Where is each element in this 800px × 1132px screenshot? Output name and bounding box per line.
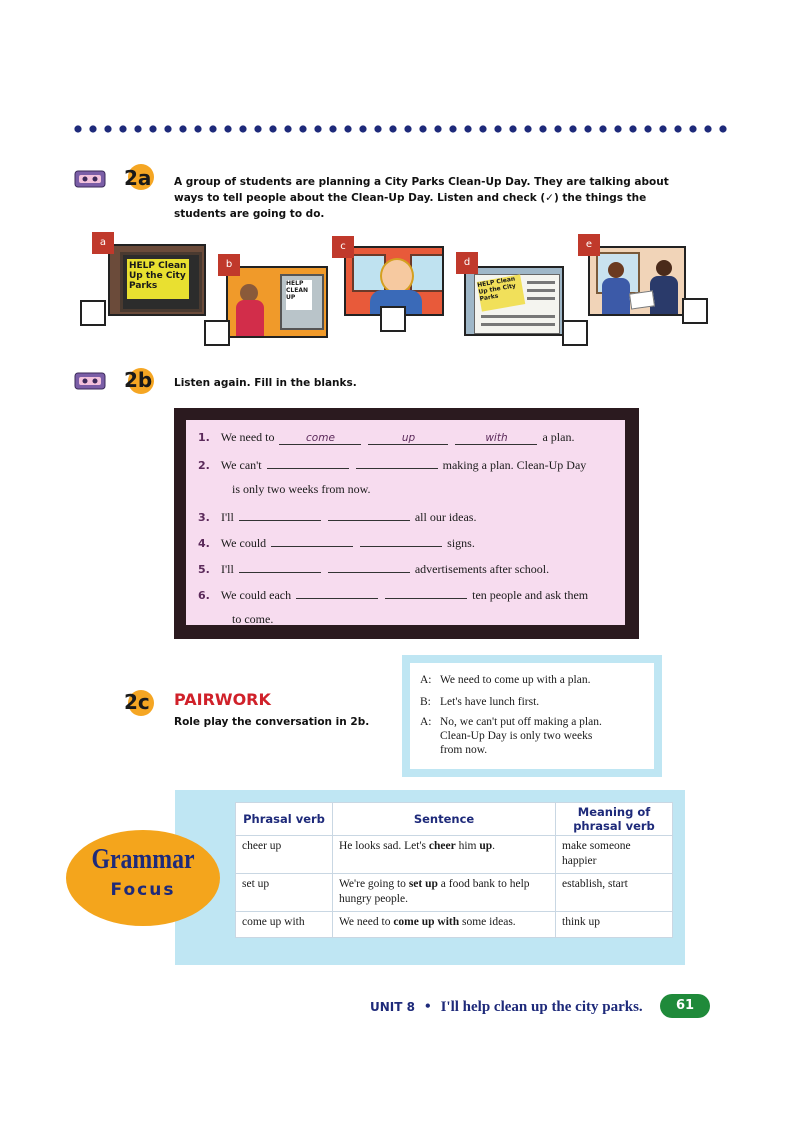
grammar-table xyxy=(235,802,673,938)
blank-item-3: 3. I'll all our ideas. xyxy=(198,510,477,524)
dot xyxy=(569,125,576,132)
dot xyxy=(254,125,261,132)
blank-field[interactable] xyxy=(356,456,438,469)
blank-item-2: 2. We can't making a plan. Clean-Up Day xyxy=(198,458,587,472)
dot xyxy=(164,125,171,132)
dot xyxy=(539,125,546,132)
exercise-number-2c: 2c xyxy=(124,690,150,714)
dot xyxy=(329,125,336,132)
footer-bullet: • xyxy=(424,998,431,1015)
check-box-a[interactable] xyxy=(80,300,106,326)
dot xyxy=(224,125,231,132)
dot xyxy=(554,125,561,132)
blank-item-5: 5. I'll advertisements after school. xyxy=(198,562,550,576)
blank-field[interactable]: up xyxy=(368,432,448,445)
conversation-line: from now. xyxy=(440,744,488,756)
blank-field[interactable] xyxy=(239,560,321,573)
dot xyxy=(359,125,366,132)
dot xyxy=(239,125,246,132)
dot xyxy=(509,125,516,132)
dot xyxy=(494,125,501,132)
conversation-line: B: Let's have lunch first. xyxy=(420,696,540,708)
column-header: Sentence xyxy=(333,803,556,836)
table-row xyxy=(236,836,673,874)
newspaper-headline: HELP Clean Up the City Parks xyxy=(477,274,526,311)
dot xyxy=(659,125,666,132)
check-box-c[interactable] xyxy=(380,306,406,332)
blank-field[interactable]: come xyxy=(279,432,361,445)
dot xyxy=(599,125,606,132)
blank-field[interactable] xyxy=(239,508,321,521)
blank-field[interactable] xyxy=(328,560,410,573)
conversation-line: Clean-Up Day is only two weeks xyxy=(440,730,593,742)
dot xyxy=(149,125,156,132)
dot xyxy=(479,125,486,132)
cassette-icon xyxy=(74,170,106,188)
dot xyxy=(719,125,726,132)
blank-item-4: 4. We could signs. xyxy=(198,536,475,550)
sentence-cell: We need to come up with some ideas. xyxy=(333,912,556,938)
picture-letter-e: e xyxy=(578,234,600,256)
picture-d xyxy=(464,266,564,336)
dot xyxy=(524,125,531,132)
dot xyxy=(689,125,696,132)
picture-a xyxy=(108,244,206,316)
blank-field[interactable] xyxy=(271,534,353,547)
blank-field[interactable] xyxy=(360,534,442,547)
blank-item-2-cont: is only two weeks from now. xyxy=(232,482,371,496)
dot xyxy=(449,125,456,132)
dot xyxy=(644,125,651,132)
exercise-number-2b: 2b xyxy=(124,368,153,392)
meaning-cell: think up xyxy=(556,912,673,938)
conversation-box xyxy=(402,655,662,777)
picture-b xyxy=(226,266,328,338)
dot xyxy=(194,125,201,132)
dot xyxy=(704,125,711,132)
dot xyxy=(119,125,126,132)
footer xyxy=(370,998,643,1016)
dot xyxy=(344,125,351,132)
dot xyxy=(584,125,591,132)
tv-sign-text: HELP Clean Up the City Parks xyxy=(127,259,189,299)
picture-letter-c: c xyxy=(332,236,354,258)
dot xyxy=(89,125,96,132)
unit-label: UNIT 8 xyxy=(370,1000,415,1014)
pairwork-title: PAIRWORK xyxy=(174,690,271,709)
conversation-line: A: No, we can't put off making a plan. xyxy=(420,716,602,728)
check-box-e[interactable] xyxy=(682,298,708,324)
blank-field[interactable] xyxy=(328,508,410,521)
dot xyxy=(74,125,81,132)
poster-text: HELP CLEAN UP xyxy=(286,280,312,310)
dot xyxy=(209,125,216,132)
picture-e xyxy=(588,246,686,316)
grammar-focus-subtitle: Focus xyxy=(110,880,176,900)
check-box-b[interactable] xyxy=(204,320,230,346)
dot xyxy=(419,125,426,132)
conversation-line: A: We need to come up with a plan. xyxy=(420,674,591,686)
blank-field[interactable] xyxy=(267,456,349,469)
dot xyxy=(674,125,681,132)
dot xyxy=(299,125,306,132)
dot xyxy=(269,125,276,132)
phrasal-verb-cell: cheer up xyxy=(236,836,333,874)
blank-field[interactable] xyxy=(296,586,378,599)
unit-title: I'll help clean up the city parks. xyxy=(440,999,643,1015)
dot xyxy=(629,125,636,132)
dot xyxy=(314,125,321,132)
table-row xyxy=(236,874,673,912)
dot xyxy=(389,125,396,132)
dot xyxy=(134,125,141,132)
instruction-2c: Role play the conversation in 2b. xyxy=(174,716,370,728)
exercise-number-2a: 2a xyxy=(124,166,152,190)
picture-letter-a: a xyxy=(92,232,114,254)
column-header: Meaning of phrasal verb xyxy=(556,803,673,836)
page-number: 61 xyxy=(660,994,710,1018)
column-header: Phrasal verb xyxy=(236,803,333,836)
dotted-rule xyxy=(72,122,732,136)
blank-field[interactable]: with xyxy=(455,432,537,445)
grammar-focus-badge xyxy=(66,830,220,926)
dot xyxy=(464,125,471,132)
dot xyxy=(284,125,291,132)
grammar-focus-title: Grammar xyxy=(91,844,195,875)
check-box-d[interactable] xyxy=(562,320,588,346)
table-row xyxy=(236,912,673,938)
dot xyxy=(404,125,411,132)
dot xyxy=(614,125,621,132)
sentence-cell: He looks sad. Let's cheer him up. xyxy=(333,836,556,874)
dot xyxy=(434,125,441,132)
blank-item-6-cont: to come. xyxy=(232,612,274,626)
instruction-2b: Listen again. Fill in the blanks. xyxy=(174,377,357,389)
picture-letter-b: b xyxy=(218,254,240,276)
blank-field[interactable] xyxy=(385,586,467,599)
fill-in-blanks-panel xyxy=(174,408,639,639)
instruction-2a: A group of students are planning a City Parks Clean-Up Day. They are talking about ways to tell people about the Clean-Up Day. Listen and check (✓) the things the students are going to do. xyxy=(174,176,669,220)
grammar-focus-panel xyxy=(175,790,685,965)
meaning-cell: make someone happier xyxy=(556,836,673,874)
dot xyxy=(104,125,111,132)
meaning-cell: establish, start xyxy=(556,874,673,912)
phrasal-verb-cell: come up with xyxy=(236,912,333,938)
blank-item-6: 6. We could each ten people and ask them xyxy=(198,588,589,602)
dot xyxy=(374,125,381,132)
picture-letter-d: d xyxy=(456,252,478,274)
sentence-cell: We're going to set up a food bank to help hungry people. xyxy=(333,874,556,912)
blank-item-1: 1. We need to come up with a plan. xyxy=(198,430,575,444)
phrasal-verb-cell: set up xyxy=(236,874,333,912)
cassette-icon xyxy=(74,372,106,390)
dot xyxy=(179,125,186,132)
